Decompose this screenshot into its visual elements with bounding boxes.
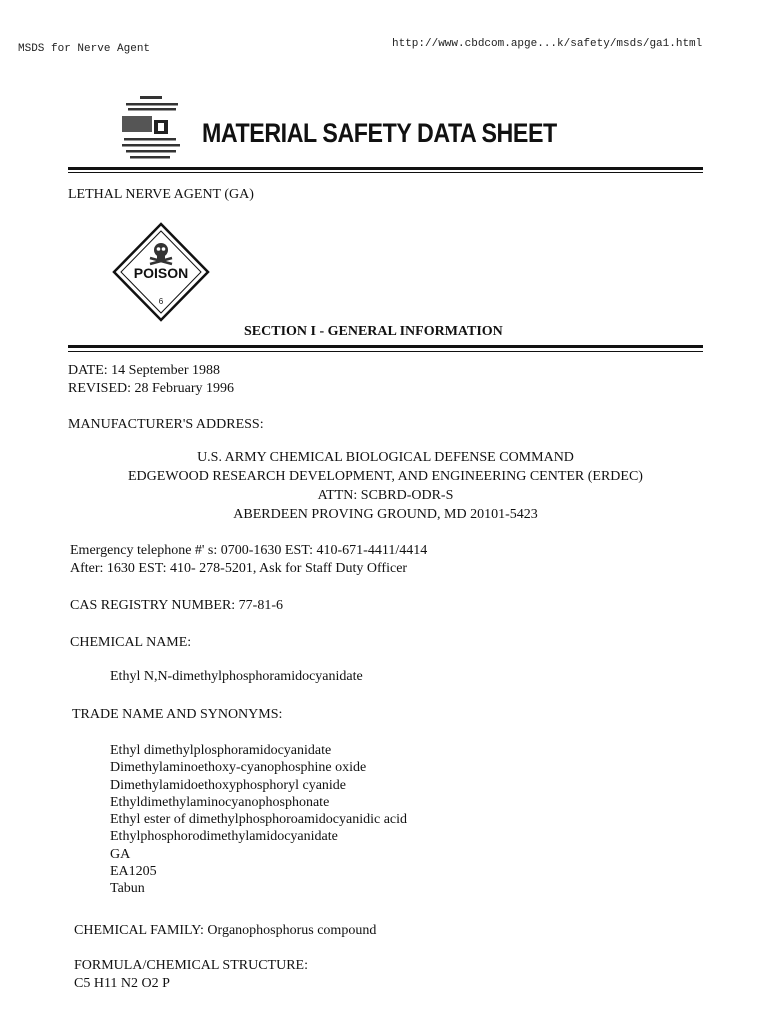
section-title: SECTION I - GENERAL INFORMATION bbox=[244, 324, 503, 339]
synonym-list bbox=[110, 742, 407, 898]
list-item: Ethylphosphorodimethylamidocyanidate bbox=[110, 829, 338, 845]
revised-line: REVISED: 28 February 1996 bbox=[68, 381, 235, 396]
address-line: U.S. ARMY CHEMICAL BIOLOGICAL DEFENSE COMMAND bbox=[197, 450, 574, 465]
list-item: Dimethylamidoethoxyphosphoryl cyanide bbox=[110, 777, 347, 793]
after-hours-telephone: After: 1630 EST: 410- 278-5201, Ask for Staff Duty Officer bbox=[70, 561, 408, 576]
chemical-name: Ethyl N,N-dimethylphosphoramidocyanidate bbox=[110, 669, 363, 684]
list-item: Tabun bbox=[110, 881, 145, 897]
date-line: DATE: 14 September 1988 bbox=[68, 363, 221, 378]
placard-class-number: 6 bbox=[158, 297, 164, 306]
list-item: Ethyl dimethylplosphoramidocyanidate bbox=[110, 743, 332, 758]
page-header-title: MSDS for Nerve Agent bbox=[18, 43, 151, 55]
agency-seal-logo bbox=[118, 94, 196, 164]
title-rule bbox=[68, 167, 703, 170]
agent-name: LETHAL NERVE AGENT (GA) bbox=[68, 187, 254, 202]
document-title: MATERIAL SAFETY DATA SHEET bbox=[202, 118, 557, 148]
address-line: EDGEWOOD RESEARCH DEVELOPMENT, AND ENGINEERING CENTER (ERDEC) bbox=[128, 469, 643, 484]
trade-names-label: TRADE NAME AND SYNONYMS: bbox=[72, 707, 283, 722]
formula-label: FORMULA/CHEMICAL STRUCTURE: bbox=[74, 958, 309, 973]
list-item: EA1205 bbox=[110, 864, 157, 880]
manufacturer-label: MANUFACTURER'S ADDRESS: bbox=[68, 417, 264, 432]
address-line: ATTN: SCBRD-ODR-S bbox=[317, 488, 454, 503]
placard-label: POISON bbox=[133, 265, 189, 281]
page-header-url[interactable]: http://www.cbdcom.apge...k/safety/msds/ga1.html bbox=[392, 38, 703, 50]
list-item: Ethyldimethylaminocyanophosphonate bbox=[110, 794, 330, 810]
section-rule-thin bbox=[68, 351, 703, 352]
list-item: Ethyl ester of dimethylphosphoroamidocyanidic acid bbox=[110, 812, 408, 828]
manufacturer-address bbox=[68, 448, 703, 524]
chemical-family: CHEMICAL FAMILY: Organophosphorus compound bbox=[74, 923, 377, 938]
list-item: Dimethylaminoethoxy-cyanophosphine oxide bbox=[110, 760, 367, 776]
title-rule-thin bbox=[68, 172, 703, 173]
poison-placard-icon bbox=[112, 222, 210, 322]
chemical-name-label: CHEMICAL NAME: bbox=[70, 635, 192, 650]
address-line: ABERDEEN PROVING GROUND, MD 20101-5423 bbox=[233, 507, 538, 522]
cas-registry-number: CAS REGISTRY NUMBER: 77-81-6 bbox=[70, 598, 284, 613]
chemical-formula: C5 H11 N2 O2 P bbox=[74, 976, 170, 991]
emergency-telephone: Emergency telephone #' s: 0700-1630 EST: 410-671-4411/4414 bbox=[70, 543, 428, 558]
list-item: GA bbox=[110, 846, 131, 862]
section-rule bbox=[68, 345, 703, 348]
